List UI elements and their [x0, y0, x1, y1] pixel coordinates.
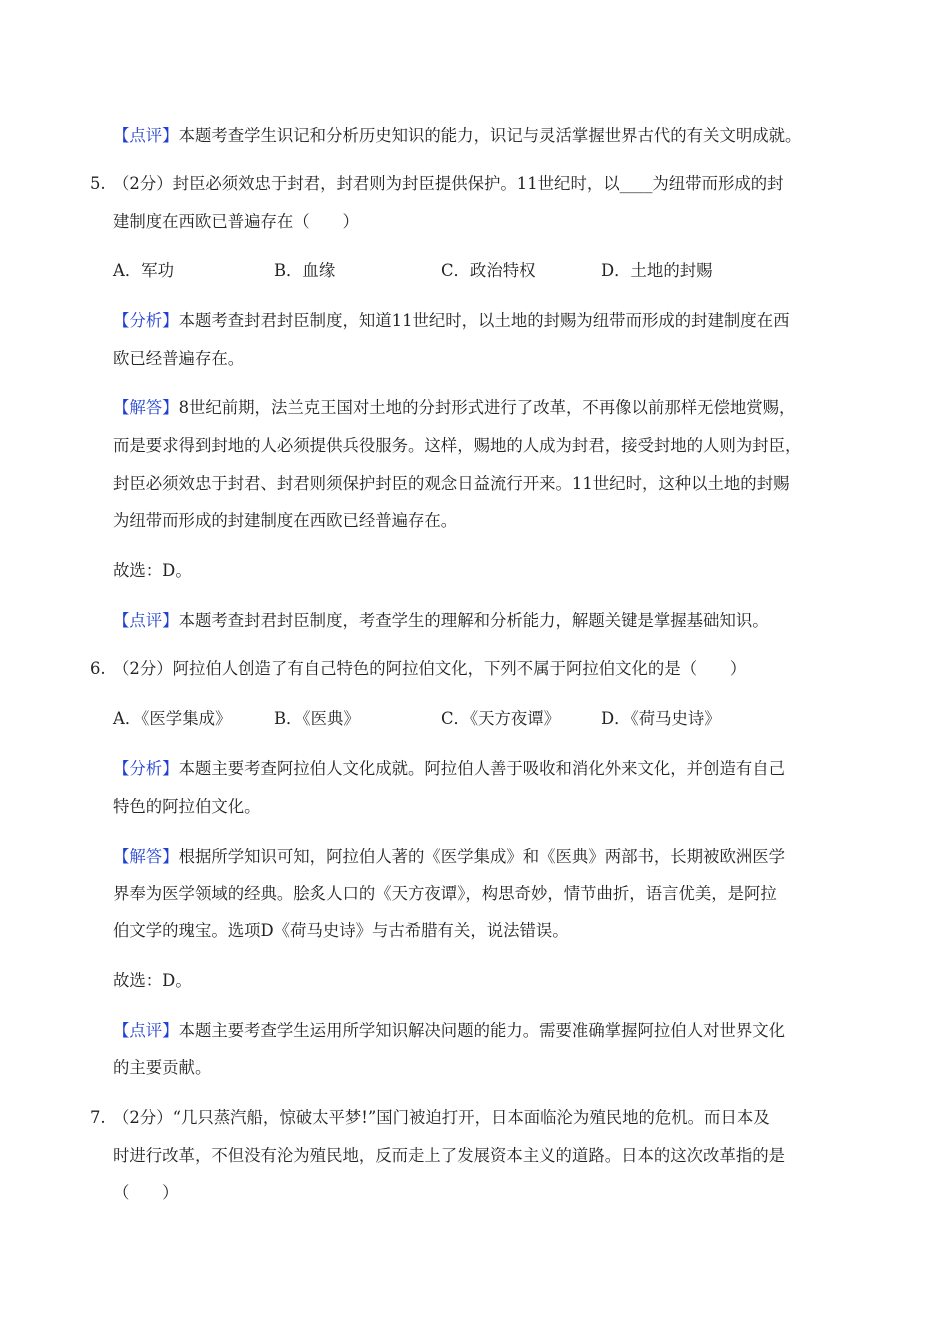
analysis: 【分析】本题主要考查阿拉伯人文化成就。阿拉伯人善于吸收和消化外来文化，并创造有自己 [113, 759, 786, 778]
analysis-label: 【分析】 [113, 311, 179, 330]
comment-label: 【点评】 [113, 126, 179, 145]
option-d: D．《荷马史诗》 [601, 709, 721, 728]
comment-label: 【点评】 [113, 1021, 179, 1040]
choice: 故选：D。 [113, 971, 192, 990]
question-stem: （2分）封臣必须效忠于封君，封君则为封臣提供保护。11世纪时，以____为纽带而形成的封 [113, 174, 784, 193]
q4-comment: 【点评】本题考查学生识记和分析历史知识的能力，识记与灵活掌握世界古代的有关文明成就。 [113, 126, 802, 145]
question-number: 7. [90, 1108, 106, 1127]
answer: 【解答】8世纪前期，法兰克王国对土地的分封形式进行了改革，不再像以前那样无偿地赏赐， [113, 398, 796, 417]
analysis-label: 【分析】 [113, 759, 179, 778]
answer: 界奉为医学领域的经典。脍炙人口的《天方夜谭》，构思奇妙，情节曲折，语言优美，是阿拉 [113, 884, 777, 903]
question-number: 6. [90, 659, 106, 678]
analysis: 欧已经普遍存在。 [113, 349, 245, 368]
question-stem: （ ） [113, 1183, 179, 1202]
question-stem: 时进行改革，不但没有沦为殖民地，反而走上了发展资本主义的道路。日本的这次改革指的是 [113, 1146, 786, 1165]
analysis: 【分析】本题考查封君封臣制度，知道11世纪时，以土地的封赐为纽带而形成的封建制度在西 [113, 311, 790, 330]
choice: 故选：D。 [113, 561, 192, 580]
question-stem: （2分）“几只蒸汽船，惊破太平梦!”国门被迫打开，日本面临沦为殖民地的危机。而日本及 [113, 1108, 770, 1127]
question-stem: （2分）阿拉伯人创造了有自己特色的阿拉伯文化，下列不属于阿拉伯文化的是（ ） [113, 659, 747, 678]
answer: 为纽带而形成的封建制度在西欧已经普遍存在。 [113, 511, 458, 530]
answer: 而是要求得到封地的人必须提供兵役服务。这样，赐地的人成为封君，接受封地的人则为封臣， [113, 436, 802, 455]
comment: 的主要贡献。 [113, 1058, 212, 1077]
answer-label: 【解答】 [113, 398, 179, 417]
comment: 【点评】本题考查封君封臣制度，考查学生的理解和分析能力，解题关键是掌握基础知识。 [113, 611, 769, 630]
analysis: 特色的阿拉伯文化。 [113, 797, 261, 816]
option-c: C．《天方夜谭》 [441, 709, 561, 728]
question-number: 5. [90, 174, 106, 193]
answer: 封臣必须效忠于封君、封君则须保护封臣的观念日益流行开来。11世纪时，这种以土地的封赐 [113, 474, 790, 493]
comment-label: 【点评】 [113, 611, 179, 630]
answer-label: 【解答】 [113, 847, 179, 866]
option-a: A．军功 [113, 261, 175, 280]
option-b: B．血缘 [274, 261, 336, 280]
comment: 【点评】本题主要考查学生运用所学知识解决问题的能力。需要准确掌握阿拉伯人对世界文化 [113, 1021, 786, 1040]
answer: 伯文学的瑰宝。选项D《荷马史诗》与古希腊有关，说法错误。 [113, 921, 569, 940]
option-d: D．土地的封赐 [601, 261, 713, 280]
option-a: A．《医学集成》 [113, 709, 232, 728]
answer: 【解答】根据所学知识可知，阿拉伯人著的《医学集成》和《医典》两部书，长期被欧洲医学 [113, 847, 786, 866]
question-stem: 建制度在西欧已普遍存在（ ） [113, 212, 359, 231]
option-c: C．政治特权 [441, 261, 536, 280]
option-b: B．《医典》 [274, 709, 360, 728]
